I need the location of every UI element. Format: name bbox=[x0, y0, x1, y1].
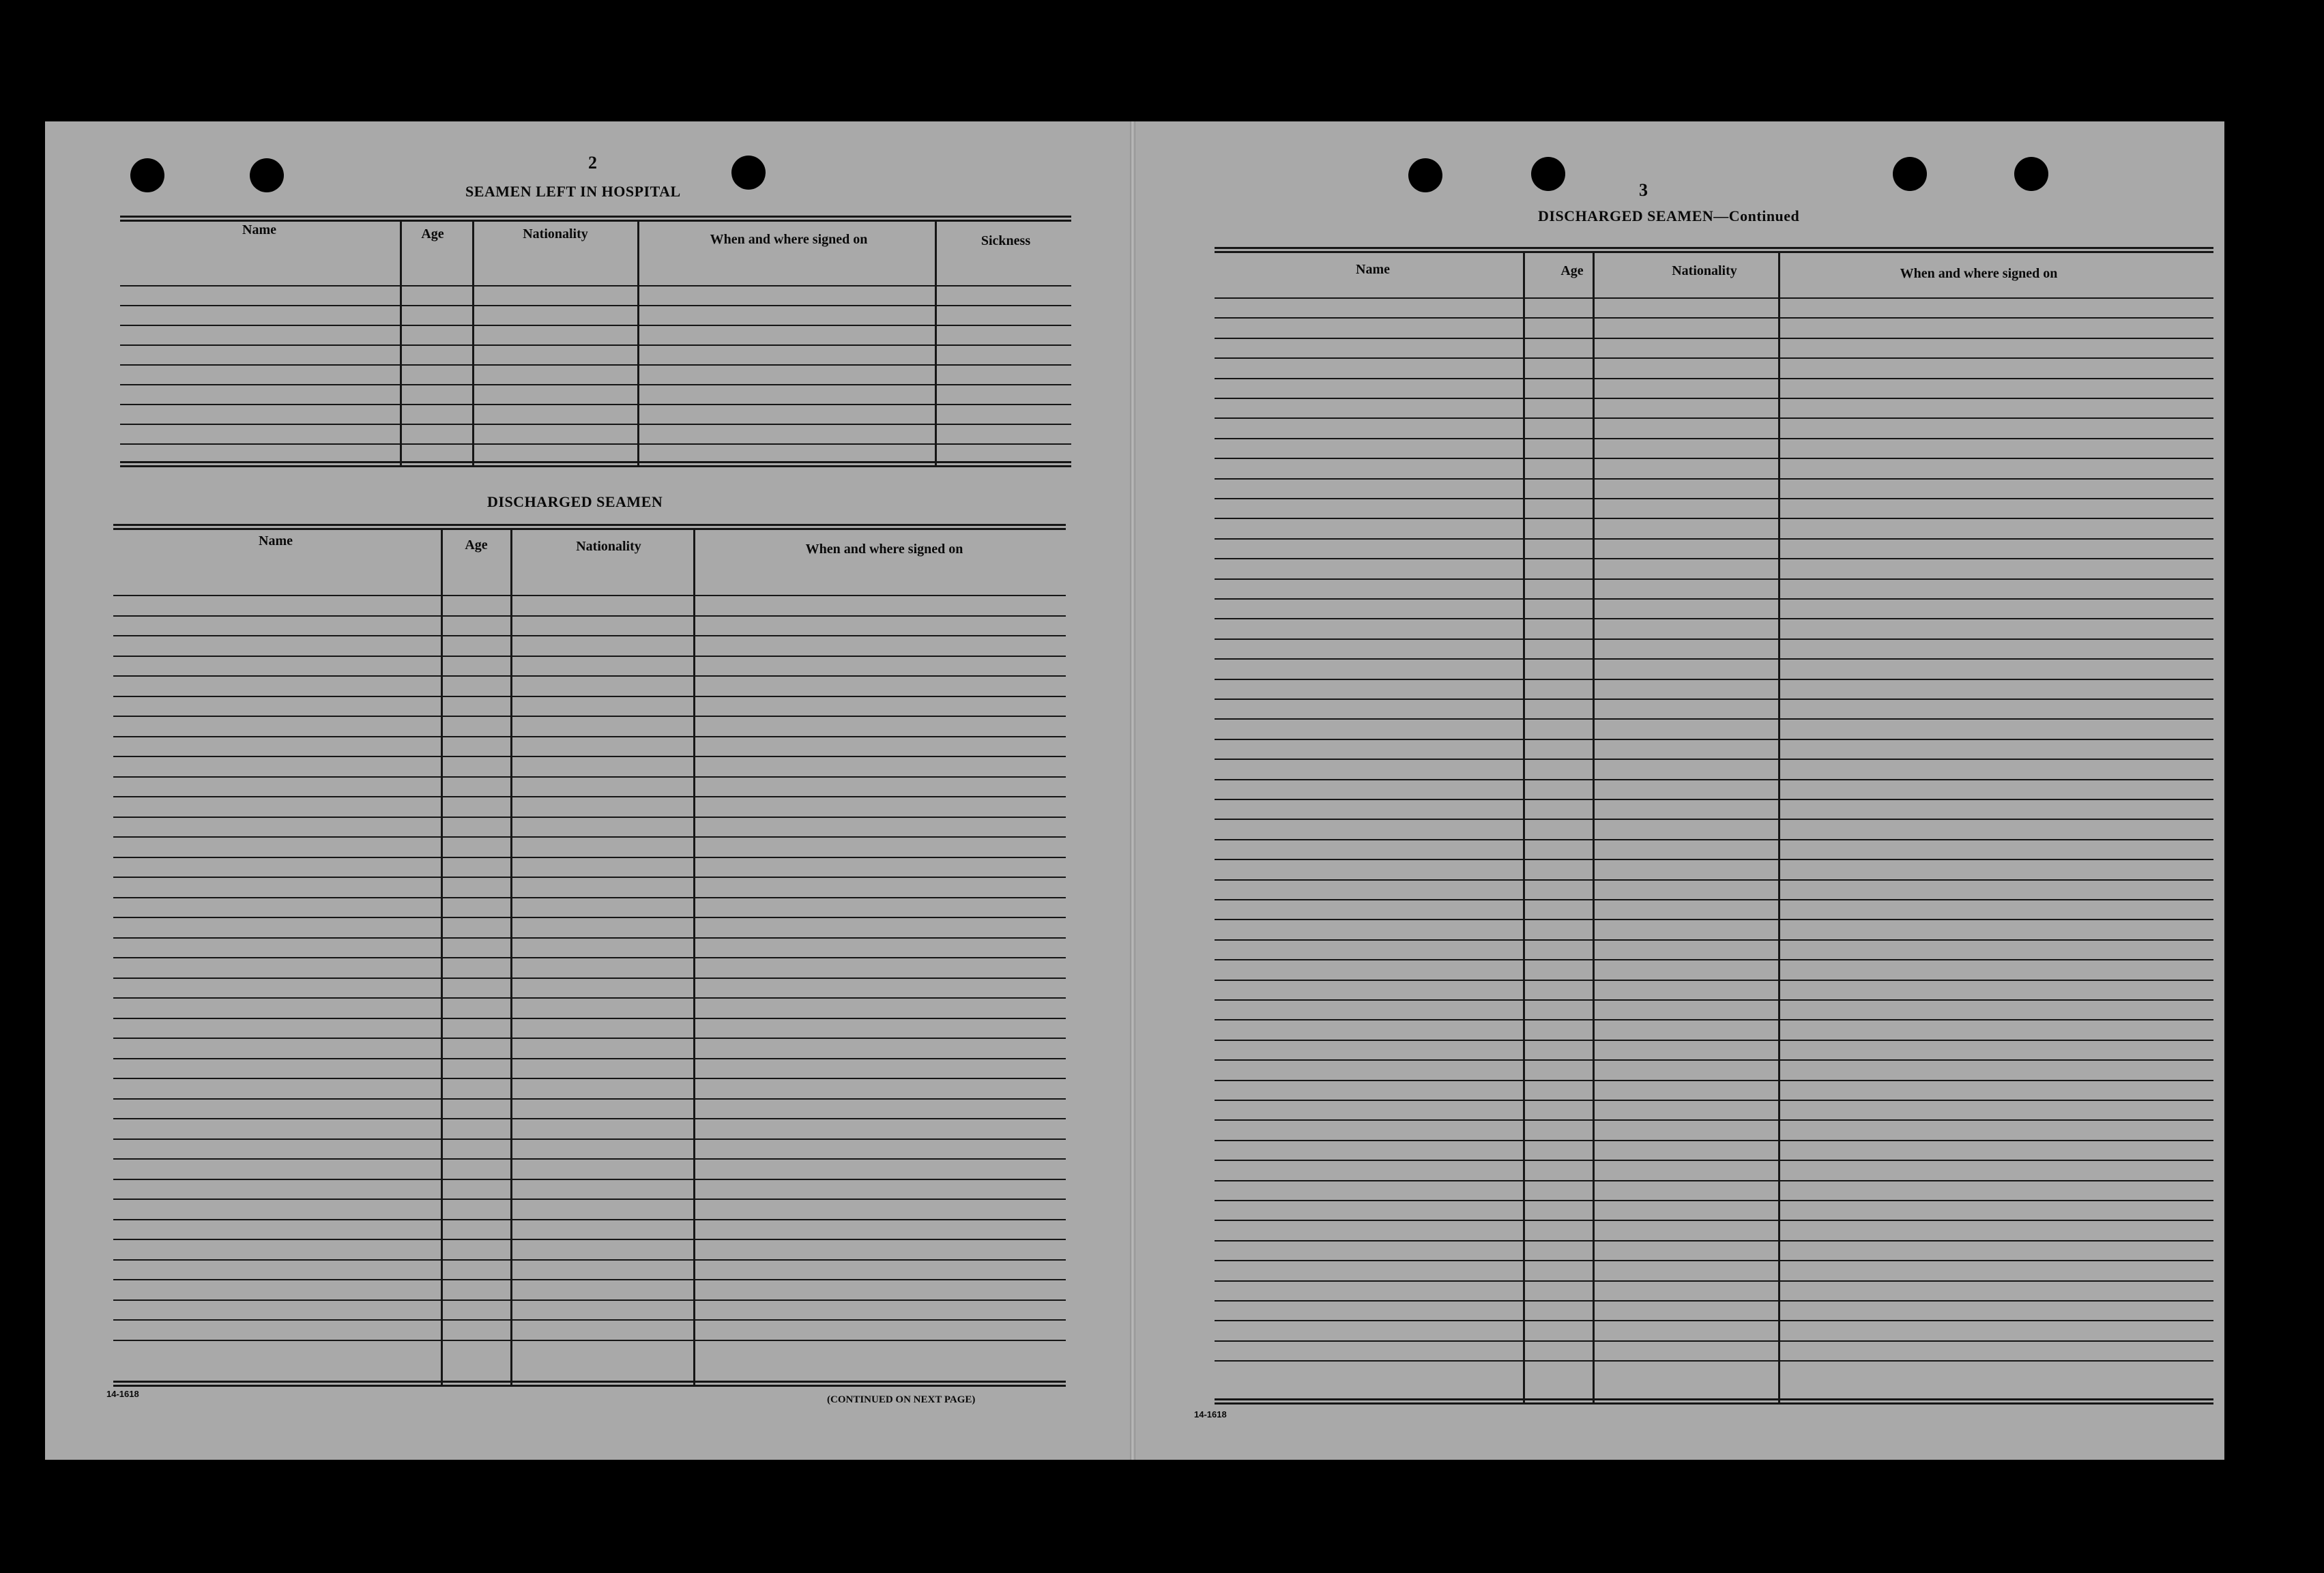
row-rule bbox=[1215, 939, 2213, 941]
column-rule bbox=[1593, 251, 1595, 1402]
row-rule bbox=[1215, 378, 2213, 379]
column-rule bbox=[693, 528, 695, 1385]
left-page bbox=[45, 121, 1130, 1460]
right-page bbox=[1135, 121, 2224, 1460]
row-rule bbox=[1215, 919, 2213, 920]
row-rule bbox=[113, 736, 1066, 737]
row-rule bbox=[1215, 999, 2213, 1001]
column-header-sickness: Sickness bbox=[981, 233, 1031, 248]
row-rule bbox=[113, 897, 1066, 898]
row-rule bbox=[1215, 759, 2213, 760]
row-rule bbox=[1215, 779, 2213, 780]
table-top-rule bbox=[120, 216, 1071, 222]
row-rule bbox=[113, 1299, 1066, 1301]
row-rule bbox=[1215, 1220, 2213, 1221]
row-rule bbox=[113, 615, 1066, 617]
row-rule bbox=[1215, 317, 2213, 319]
row-rule bbox=[1215, 297, 2213, 299]
row-rule bbox=[1215, 1260, 2213, 1261]
row-rule bbox=[113, 836, 1066, 838]
row-rule bbox=[1215, 1059, 2213, 1061]
row-rule bbox=[113, 1118, 1066, 1119]
table-top-rule bbox=[1215, 247, 2213, 253]
column-header-when-where-signed-on: When and where signed on bbox=[710, 232, 868, 247]
row-rule bbox=[1215, 1180, 2213, 1181]
form-number: 14-1618 bbox=[106, 1389, 139, 1399]
row-rule bbox=[1215, 679, 2213, 680]
form-number: 14-1618 bbox=[1194, 1409, 1227, 1420]
row-rule bbox=[1215, 1100, 2213, 1101]
punch-hole bbox=[250, 158, 284, 192]
row-rule bbox=[1215, 959, 2213, 960]
row-rule bbox=[1215, 638, 2213, 640]
row-rule bbox=[113, 1179, 1066, 1180]
column-rule bbox=[1523, 251, 1525, 1402]
row-rule bbox=[113, 656, 1066, 657]
row-rule bbox=[1215, 1200, 2213, 1201]
column-header-name: Name bbox=[242, 222, 276, 237]
column-rule bbox=[472, 220, 474, 465]
row-rule bbox=[113, 1158, 1066, 1160]
row-rule bbox=[1215, 1360, 2213, 1362]
row-rule bbox=[113, 1219, 1066, 1220]
punch-hole bbox=[1893, 157, 1927, 191]
row-rule bbox=[113, 756, 1066, 757]
table-bottom-rule bbox=[1215, 1398, 2213, 1405]
row-rule bbox=[113, 857, 1066, 858]
punch-hole bbox=[130, 158, 164, 192]
row-rule bbox=[1215, 578, 2213, 580]
column-header-nationality: Nationality bbox=[523, 226, 588, 241]
row-rule bbox=[113, 1078, 1066, 1079]
row-rule bbox=[1215, 1140, 2213, 1141]
row-rule bbox=[1215, 879, 2213, 881]
row-rule bbox=[113, 1279, 1066, 1280]
row-rule bbox=[1215, 859, 2213, 860]
punch-hole bbox=[2014, 157, 2048, 191]
punch-hole bbox=[731, 156, 766, 190]
row-rule bbox=[113, 1138, 1066, 1140]
table-top-rule bbox=[113, 524, 1066, 530]
punch-hole bbox=[1408, 158, 1442, 192]
row-rule bbox=[1215, 398, 2213, 399]
discharged-section-title: DISCHARGED SEAMEN bbox=[487, 493, 663, 510]
column-header-age: Age bbox=[1560, 263, 1584, 278]
column-header-age: Age bbox=[421, 226, 444, 241]
row-rule bbox=[1215, 658, 2213, 660]
row-rule bbox=[1215, 1019, 2213, 1020]
column-header-when-where-signed-on: When and where signed on bbox=[1900, 266, 2058, 281]
row-rule bbox=[1215, 438, 2213, 439]
row-rule bbox=[1215, 558, 2213, 559]
row-rule bbox=[1215, 1320, 2213, 1321]
row-rule bbox=[1215, 338, 2213, 339]
row-rule bbox=[113, 957, 1066, 958]
row-rule bbox=[113, 1259, 1066, 1261]
row-rule bbox=[113, 997, 1066, 999]
table-bottom-rule bbox=[113, 1381, 1066, 1387]
row-rule bbox=[113, 1199, 1066, 1200]
row-rule bbox=[1215, 1280, 2213, 1282]
row-rule bbox=[1215, 980, 2213, 981]
row-rule bbox=[120, 364, 1071, 366]
row-rule bbox=[1215, 1160, 2213, 1161]
row-rule bbox=[1215, 1040, 2213, 1041]
row-rule bbox=[113, 716, 1066, 717]
punch-hole bbox=[1531, 157, 1565, 191]
column-header-nationality: Nationality bbox=[1672, 263, 1737, 278]
row-rule bbox=[1215, 799, 2213, 800]
continued-on-next-page-note: (CONTINUED ON NEXT PAGE) bbox=[827, 1394, 976, 1405]
center-fold bbox=[1130, 121, 1135, 1460]
row-rule bbox=[113, 937, 1066, 939]
row-rule bbox=[1215, 1080, 2213, 1081]
row-rule bbox=[1215, 598, 2213, 600]
crew-list-form-sheet bbox=[45, 121, 2224, 1460]
row-rule bbox=[120, 424, 1071, 425]
row-rule bbox=[1215, 739, 2213, 740]
row-rule bbox=[113, 776, 1066, 778]
column-header-name: Name bbox=[1356, 262, 1390, 277]
row-rule bbox=[113, 1018, 1066, 1019]
row-rule bbox=[1215, 458, 2213, 459]
column-header-age: Age bbox=[465, 538, 488, 553]
column-rule bbox=[441, 528, 443, 1385]
row-rule bbox=[1215, 699, 2213, 700]
row-rule bbox=[1215, 899, 2213, 900]
row-rule bbox=[113, 595, 1066, 596]
row-rule bbox=[1215, 538, 2213, 540]
column-header-when-where-signed-on: When and where signed on bbox=[805, 542, 963, 557]
row-rule bbox=[1215, 618, 2213, 619]
row-rule bbox=[113, 1038, 1066, 1039]
row-rule bbox=[120, 443, 1071, 445]
row-rule bbox=[1215, 1340, 2213, 1342]
row-rule bbox=[1215, 1240, 2213, 1241]
row-rule bbox=[113, 1319, 1066, 1321]
row-rule bbox=[113, 1058, 1066, 1059]
page-number: 2 bbox=[588, 153, 597, 173]
row-rule bbox=[113, 1340, 1066, 1341]
row-rule bbox=[113, 796, 1066, 797]
row-rule bbox=[1215, 518, 2213, 519]
row-rule bbox=[1215, 819, 2213, 820]
row-rule bbox=[120, 344, 1071, 346]
row-rule bbox=[120, 404, 1071, 405]
row-rule bbox=[113, 1098, 1066, 1100]
row-rule bbox=[1215, 498, 2213, 499]
column-rule bbox=[400, 220, 402, 465]
row-rule bbox=[120, 285, 1071, 286]
row-rule bbox=[113, 675, 1066, 677]
row-rule bbox=[113, 917, 1066, 918]
column-rule bbox=[510, 528, 512, 1385]
row-rule bbox=[1215, 839, 2213, 840]
row-rule bbox=[1215, 478, 2213, 480]
row-rule bbox=[113, 877, 1066, 878]
table-bottom-rule bbox=[120, 461, 1071, 467]
row-rule bbox=[113, 696, 1066, 697]
row-rule bbox=[1215, 1300, 2213, 1302]
hospital-section-title: SEAMEN LEFT IN HOSPITAL bbox=[465, 183, 681, 200]
row-rule bbox=[1215, 1119, 2213, 1121]
row-rule bbox=[120, 384, 1071, 385]
column-rule bbox=[637, 220, 639, 465]
row-rule bbox=[113, 635, 1066, 636]
row-rule bbox=[120, 325, 1071, 326]
row-rule bbox=[120, 305, 1071, 306]
page-number: 3 bbox=[1639, 180, 1648, 200]
column-header-name: Name bbox=[259, 533, 293, 548]
row-rule bbox=[1215, 718, 2213, 720]
row-rule bbox=[1215, 417, 2213, 419]
column-header-nationality: Nationality bbox=[576, 539, 641, 554]
row-rule bbox=[1215, 357, 2213, 359]
row-rule bbox=[113, 1239, 1066, 1240]
column-rule bbox=[1778, 251, 1780, 1402]
discharged-continued-section-title: DISCHARGED SEAMEN—Continued bbox=[1538, 207, 1800, 224]
row-rule bbox=[113, 977, 1066, 979]
row-rule bbox=[113, 817, 1066, 818]
column-rule bbox=[935, 220, 937, 465]
